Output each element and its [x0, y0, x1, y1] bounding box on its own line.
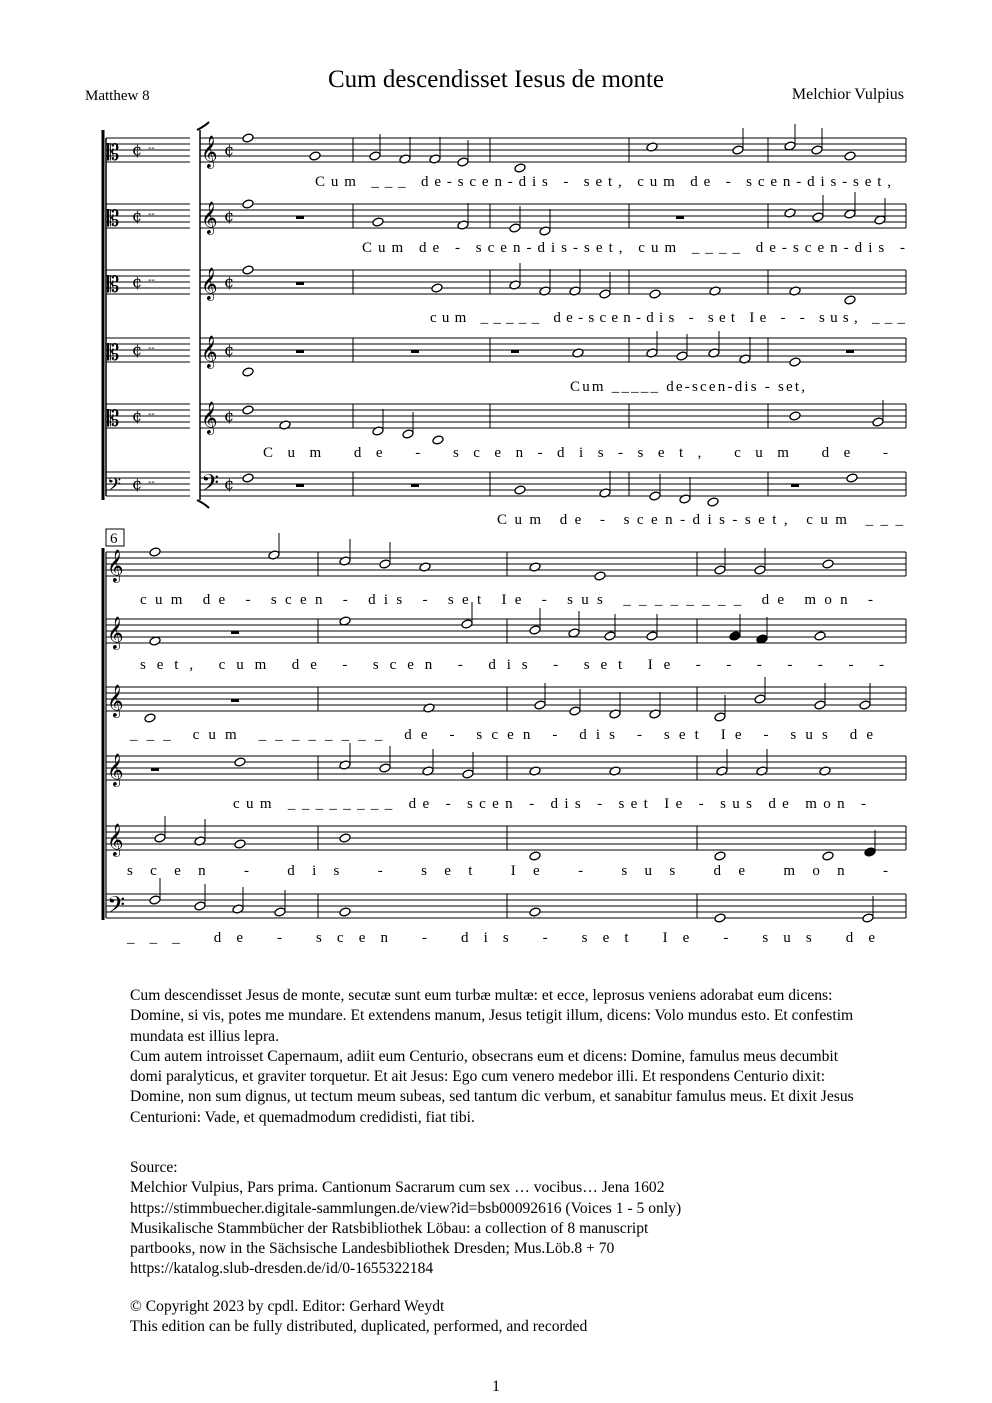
treble-clef-icon: 𝄞 [107, 684, 124, 717]
note-head [714, 565, 726, 575]
incipit-note: ‐‐ [148, 143, 155, 154]
note-head [539, 226, 551, 236]
incipit-note: ‐‐ [148, 343, 155, 354]
rest [791, 484, 799, 487]
note-head [242, 405, 254, 415]
rest [676, 216, 684, 219]
note-head [369, 151, 381, 161]
source-line: https://katalog.slub-dresden.de/id/0-1655322184 [130, 1260, 434, 1278]
note-head [862, 913, 874, 923]
note-head [569, 286, 581, 296]
note-head [462, 769, 474, 779]
note-head [599, 488, 611, 498]
note-head [707, 497, 719, 507]
note-head [242, 473, 254, 483]
note-head [814, 631, 826, 641]
measure-number-box [106, 529, 124, 547]
note-head [509, 280, 521, 290]
note-head [339, 907, 351, 917]
cut-time-icon: ¢ [224, 272, 235, 291]
note-head [649, 289, 661, 299]
note-head [822, 851, 834, 861]
staff [106, 756, 906, 780]
rest [296, 350, 304, 353]
rest [231, 631, 239, 634]
note-head [457, 157, 469, 167]
note-head [819, 766, 831, 776]
incipit-note: ‐‐ [148, 477, 155, 488]
note-head [708, 348, 720, 358]
cut-time-icon: ¢ [132, 272, 143, 291]
treble-clef-icon: 𝄞 [107, 616, 124, 649]
note-head [242, 265, 254, 275]
note-head [402, 429, 414, 439]
lyric-line: ___ cum ________ de - scen - dis - set Ie - sus de [130, 727, 873, 743]
incipit-note: ‐‐ [148, 275, 155, 286]
note-head [539, 286, 551, 296]
note-head [234, 839, 246, 849]
note-head [279, 420, 291, 430]
note-head [379, 559, 391, 569]
rest [296, 484, 304, 487]
note-head [572, 348, 584, 358]
treble-clef-icon: 𝄞 [107, 753, 124, 786]
staff [200, 338, 906, 362]
cut-time-icon: ¢ [132, 340, 143, 359]
note-head [242, 133, 254, 143]
rest [411, 350, 419, 353]
source-label: Source: [130, 1159, 178, 1176]
treble-clef-icon: 𝄞 [201, 401, 218, 434]
staff [106, 619, 906, 643]
note-head [811, 145, 823, 155]
c-clef-icon: 𝄡 [107, 141, 120, 166]
note-head [514, 485, 526, 495]
staff [200, 138, 906, 162]
cut-time-icon: ¢ [132, 474, 143, 493]
lyric-line: cum ________ de - scen - dis - set Ie - sus de mon - [233, 796, 866, 812]
source-line: Melchior Vulpius, Pars prima. Cantionum Sacrarum cum sex … vocibus… Jena 1602 [130, 1179, 665, 1197]
source-line: https://stimmbuecher.digitale-sammlungen.de/view?id=bsb00092616 (Voices 1 - 5 only) [130, 1199, 682, 1217]
note-head [242, 199, 254, 209]
note-head [194, 836, 206, 846]
rest [511, 350, 519, 353]
note-head [846, 473, 858, 483]
note-head [274, 907, 286, 917]
staff [200, 472, 906, 496]
c-clef-icon: 𝄡 [107, 407, 120, 432]
lyric-line: set, cum de - scen - dis - set Ie - - - - - - - [140, 657, 884, 673]
lyric-line: Cum ___ de-scen-dis - set, cum de - scen-dis-set, [315, 174, 891, 190]
c-clef-icon: 𝄡 [107, 207, 120, 232]
copyright-line: © Copyright 2023 by cpdl. Editor: Gerhard Weydt [130, 1298, 445, 1315]
note-head [649, 491, 661, 501]
cut-time-icon: ¢ [132, 206, 143, 225]
note-head [714, 913, 726, 923]
note-head [529, 851, 541, 861]
note-head [194, 901, 206, 911]
text-paragraph-2: Cum autem introisset Capernaum, adiit eum Centurio, obsecrans eum et dicens: Domine, famulus meus decumbit domi paralyticus, et graviter torquetur. Et ait Jesus: Ego cum venero medebor illi. Et respondens Centurio dixit: Domine, non sum dignus, ut tectum meum subeas, sed tantum dic verbum, et sanabitur famulus meus. Et dixit Jesus Centurioni: Vade, et quemadmodum credidisti, fiat tibi. [130, 1047, 854, 1126]
note-head [399, 154, 411, 164]
note-head [422, 766, 434, 776]
note-head [814, 700, 826, 710]
note-head [232, 904, 244, 914]
note-head [457, 220, 469, 230]
note-head [864, 847, 876, 857]
cut-time-icon: ¢ [132, 406, 143, 425]
staff [200, 204, 906, 228]
note-head [604, 631, 616, 641]
page-number: 1 [492, 1378, 500, 1395]
treble-clef-icon: 𝄞 [201, 267, 218, 300]
note-head [609, 709, 621, 719]
note-head [242, 367, 254, 377]
cut-time-icon: ¢ [224, 206, 235, 225]
note-head [339, 833, 351, 843]
treble-clef-icon: 𝄞 [107, 549, 124, 582]
source-line: Musikalische Stammbücher der Ratsbibliothek Löbau: a collection of 8 manuscript [130, 1219, 649, 1237]
note-head [714, 851, 726, 861]
note-head [812, 212, 824, 222]
note-head [739, 354, 751, 364]
note-head [339, 760, 351, 770]
note-head [732, 145, 744, 155]
c-clef-icon: 𝄡 [107, 341, 120, 366]
note-head [423, 703, 435, 713]
note-head [844, 295, 856, 305]
composer-name: Melchior Vulpius [791, 86, 904, 103]
note-head [429, 154, 441, 164]
note-head [789, 357, 801, 367]
note-head [676, 351, 688, 361]
note-head [372, 426, 384, 436]
scripture-reference: Matthew 8 [85, 88, 150, 104]
note-head [514, 163, 526, 173]
license-line: This edition can be fully distributed, duplicated, performed, and recorded [130, 1318, 588, 1336]
note-head [789, 286, 801, 296]
note-head [569, 706, 581, 716]
note-head [754, 565, 766, 575]
staff [106, 687, 906, 711]
note-head [372, 217, 384, 227]
note-head [461, 619, 473, 629]
note-head [714, 712, 726, 722]
note-head [419, 562, 431, 572]
lyric-line: Cum _____ de-scen-dis - set, [570, 379, 805, 395]
note-head [431, 283, 443, 293]
note-head [529, 766, 541, 776]
note-head [646, 348, 658, 358]
note-head [339, 556, 351, 566]
note-head [268, 550, 280, 560]
note-head [149, 895, 161, 905]
treble-clef-icon: 𝄞 [201, 135, 218, 168]
cut-time-icon: ¢ [224, 340, 235, 359]
text-paragraph-1: Cum descendisset Jesus de monte, secutæ sunt eum turbæ multæ: et ecce, leprosus veniens adorabat eum dicens: Domine, si vis, potes me mundare. Et extendens manum, Jesus tetigit illum, dicens: Volo mundus esto. Et confestim mundata est illius lepra. [130, 987, 854, 1045]
note-head [509, 223, 521, 233]
note-head [432, 435, 444, 445]
cut-time-icon: ¢ [224, 406, 235, 425]
note-head [379, 763, 391, 773]
cut-time-icon: ¢ [132, 140, 143, 159]
note-head [534, 700, 546, 710]
note-head [709, 286, 721, 296]
treble-clef-icon: 𝄞 [201, 335, 218, 368]
note-head [844, 151, 856, 161]
note-head [822, 559, 834, 569]
rest [296, 216, 304, 219]
source-block [130, 1158, 865, 1280]
note-head [729, 631, 741, 641]
treble-clef-icon: 𝄞 [107, 823, 124, 856]
bass-clef-icon: 𝄢 [201, 469, 220, 502]
cut-time-icon: ¢ [224, 474, 235, 493]
staff [106, 552, 906, 576]
lyric-line: Cum de - scen-dis-set, cum de - [263, 445, 889, 461]
staff [106, 894, 906, 918]
note-head [679, 494, 691, 504]
note-head [144, 713, 156, 723]
lyric-line: Cum de - scen-dis-set, cum ____ de-scen-dis - [362, 240, 905, 256]
source-line: partbooks, now in the Sächsische Landesbibliothek Dresden; Mus.Löb.8 + 70 [130, 1240, 615, 1258]
note-head [529, 562, 541, 572]
rest [296, 282, 304, 285]
copyright-block [130, 1297, 587, 1338]
note-head [599, 289, 611, 299]
treble-clef-icon: 𝄞 [201, 201, 218, 234]
note-head [859, 700, 871, 710]
bass-clef-icon: 𝄢 [107, 891, 126, 924]
note-head [872, 417, 884, 427]
note-head [646, 142, 658, 152]
note-head [154, 833, 166, 843]
staff [106, 826, 906, 850]
cut-time-icon: ¢ [224, 140, 235, 159]
note-head [789, 411, 801, 421]
note-head [594, 571, 606, 581]
rest [846, 350, 854, 353]
rest [231, 699, 239, 702]
note-head [646, 631, 658, 641]
lyrics-text-block [130, 986, 865, 1128]
note-head [309, 151, 321, 161]
lyric-line: cum de - scen - dis - set Ie - sus ________ de mon - [140, 592, 873, 608]
c-clef-icon: 𝄡 [107, 273, 120, 298]
note-head [529, 907, 541, 917]
lyric-line: cum _____ de-scen-dis - set Ie - - sus, ___ [430, 310, 906, 326]
bracket-hook [197, 122, 209, 508]
note-head [754, 694, 766, 704]
note-head [649, 709, 661, 719]
note-head [149, 547, 161, 557]
rest [411, 484, 419, 487]
lyric-line: Cum de - scen-dis-set, cum ___ [497, 512, 903, 528]
incipit-note: ‐‐ [148, 209, 155, 220]
note-head [529, 625, 541, 635]
lyric-line: ___ de - scen - dis - set Ie - sus de [127, 930, 875, 946]
note-head [784, 208, 796, 218]
lyric-line: scen - dis - set Ie - sus de mon - [127, 863, 889, 879]
incipit-note: ‐‐ [148, 409, 155, 420]
rest [151, 768, 159, 771]
note-head [234, 757, 246, 767]
measure-number: 6 [110, 531, 118, 547]
note-head [609, 766, 621, 776]
note-head [716, 766, 728, 776]
bass-clef-icon: 𝄢 [107, 475, 122, 500]
note-head [756, 766, 768, 776]
page-title: Cum descendisset Iesus de monte [327, 66, 665, 93]
